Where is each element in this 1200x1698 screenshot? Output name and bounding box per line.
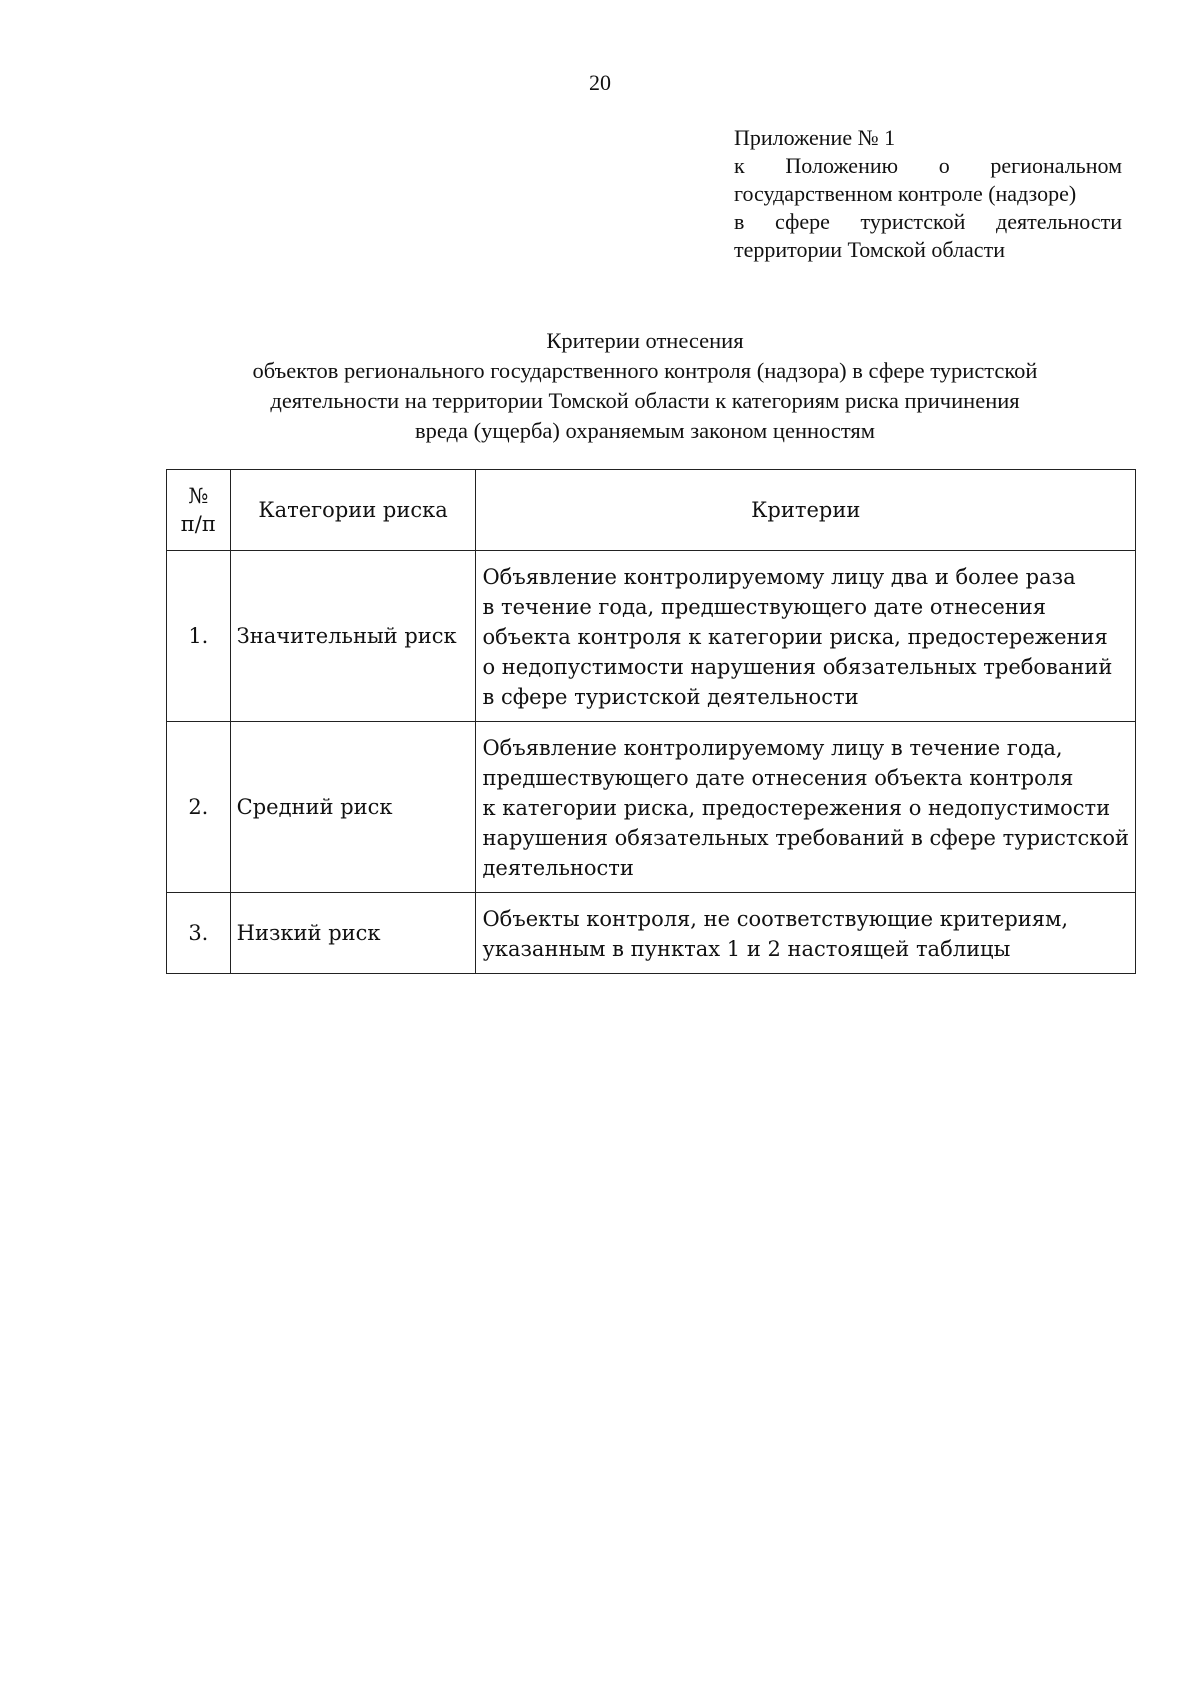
appendix-line: в сфере туристской деятельности [734, 209, 1122, 234]
appendix-line: государственном контроле (надзоре) [734, 181, 1077, 206]
appendix-reference [734, 124, 1122, 264]
title-line: Критерии отнесения [546, 328, 744, 353]
title-line: деятельности на территории Томской области к категориям риска причинения [270, 388, 1020, 413]
row-number: 1. [167, 551, 231, 722]
header-number [167, 470, 231, 551]
title-line: объектов регионального государственного контроля (надзора) в сфере туристской [252, 358, 1038, 383]
header-criteria: Критерии [476, 470, 1136, 551]
row-criteria [476, 551, 1136, 722]
row-category: Значительный риск [230, 551, 476, 722]
table-header-row [167, 470, 1136, 551]
row-criteria [476, 893, 1136, 974]
appendix-line: к Положению о региональном [734, 153, 1122, 178]
header-number-symbol: № [188, 484, 209, 508]
row-category: Низкий риск [230, 893, 476, 974]
criteria-line: в сфере туристской деятельности [482, 685, 859, 709]
criteria-line: в течение года, предшествующего дате отнесения [482, 595, 1047, 619]
criteria-line: о недопустимости нарушения обязательных требований [482, 655, 1113, 679]
row-number: 2. [167, 722, 231, 893]
row-number: 3. [167, 893, 231, 974]
table-row [167, 722, 1136, 893]
row-criteria [476, 722, 1136, 893]
criteria-line: Объекты контроля, не соответствующие критериям, [482, 907, 1069, 931]
title-line: вреда (ущерба) охраняемым законом ценностям [415, 418, 875, 443]
header-category: Категории риска [230, 470, 476, 551]
header-number-abbr: п/п [180, 512, 216, 536]
appendix-line: Приложение № 1 [734, 125, 896, 150]
criteria-line: объекта контроля к категории риска, предостережения [482, 625, 1108, 649]
document-title [150, 326, 1140, 446]
criteria-line: деятельности [482, 856, 634, 880]
criteria-line: предшествующего дате отнесения объекта контроля [482, 766, 1074, 790]
criteria-line: указанным в пунктах 1 и 2 настоящей таблицы [482, 937, 1011, 961]
risk-criteria-table [166, 469, 1136, 974]
appendix-line: территории Томской области [734, 237, 1005, 262]
criteria-line: к категории риска, предостережения о недопустимости [482, 796, 1111, 820]
criteria-line: нарушения обязательных требований в сфере туристской [482, 826, 1129, 850]
criteria-line: Объявление контролируемому лицу в течение года, [482, 736, 1063, 760]
page-number: 20 [589, 70, 611, 95]
table-row [167, 893, 1136, 974]
criteria-line: Объявление контролируемому лицу два и более раза [482, 565, 1076, 589]
row-category: Средний риск [230, 722, 476, 893]
table-row [167, 551, 1136, 722]
